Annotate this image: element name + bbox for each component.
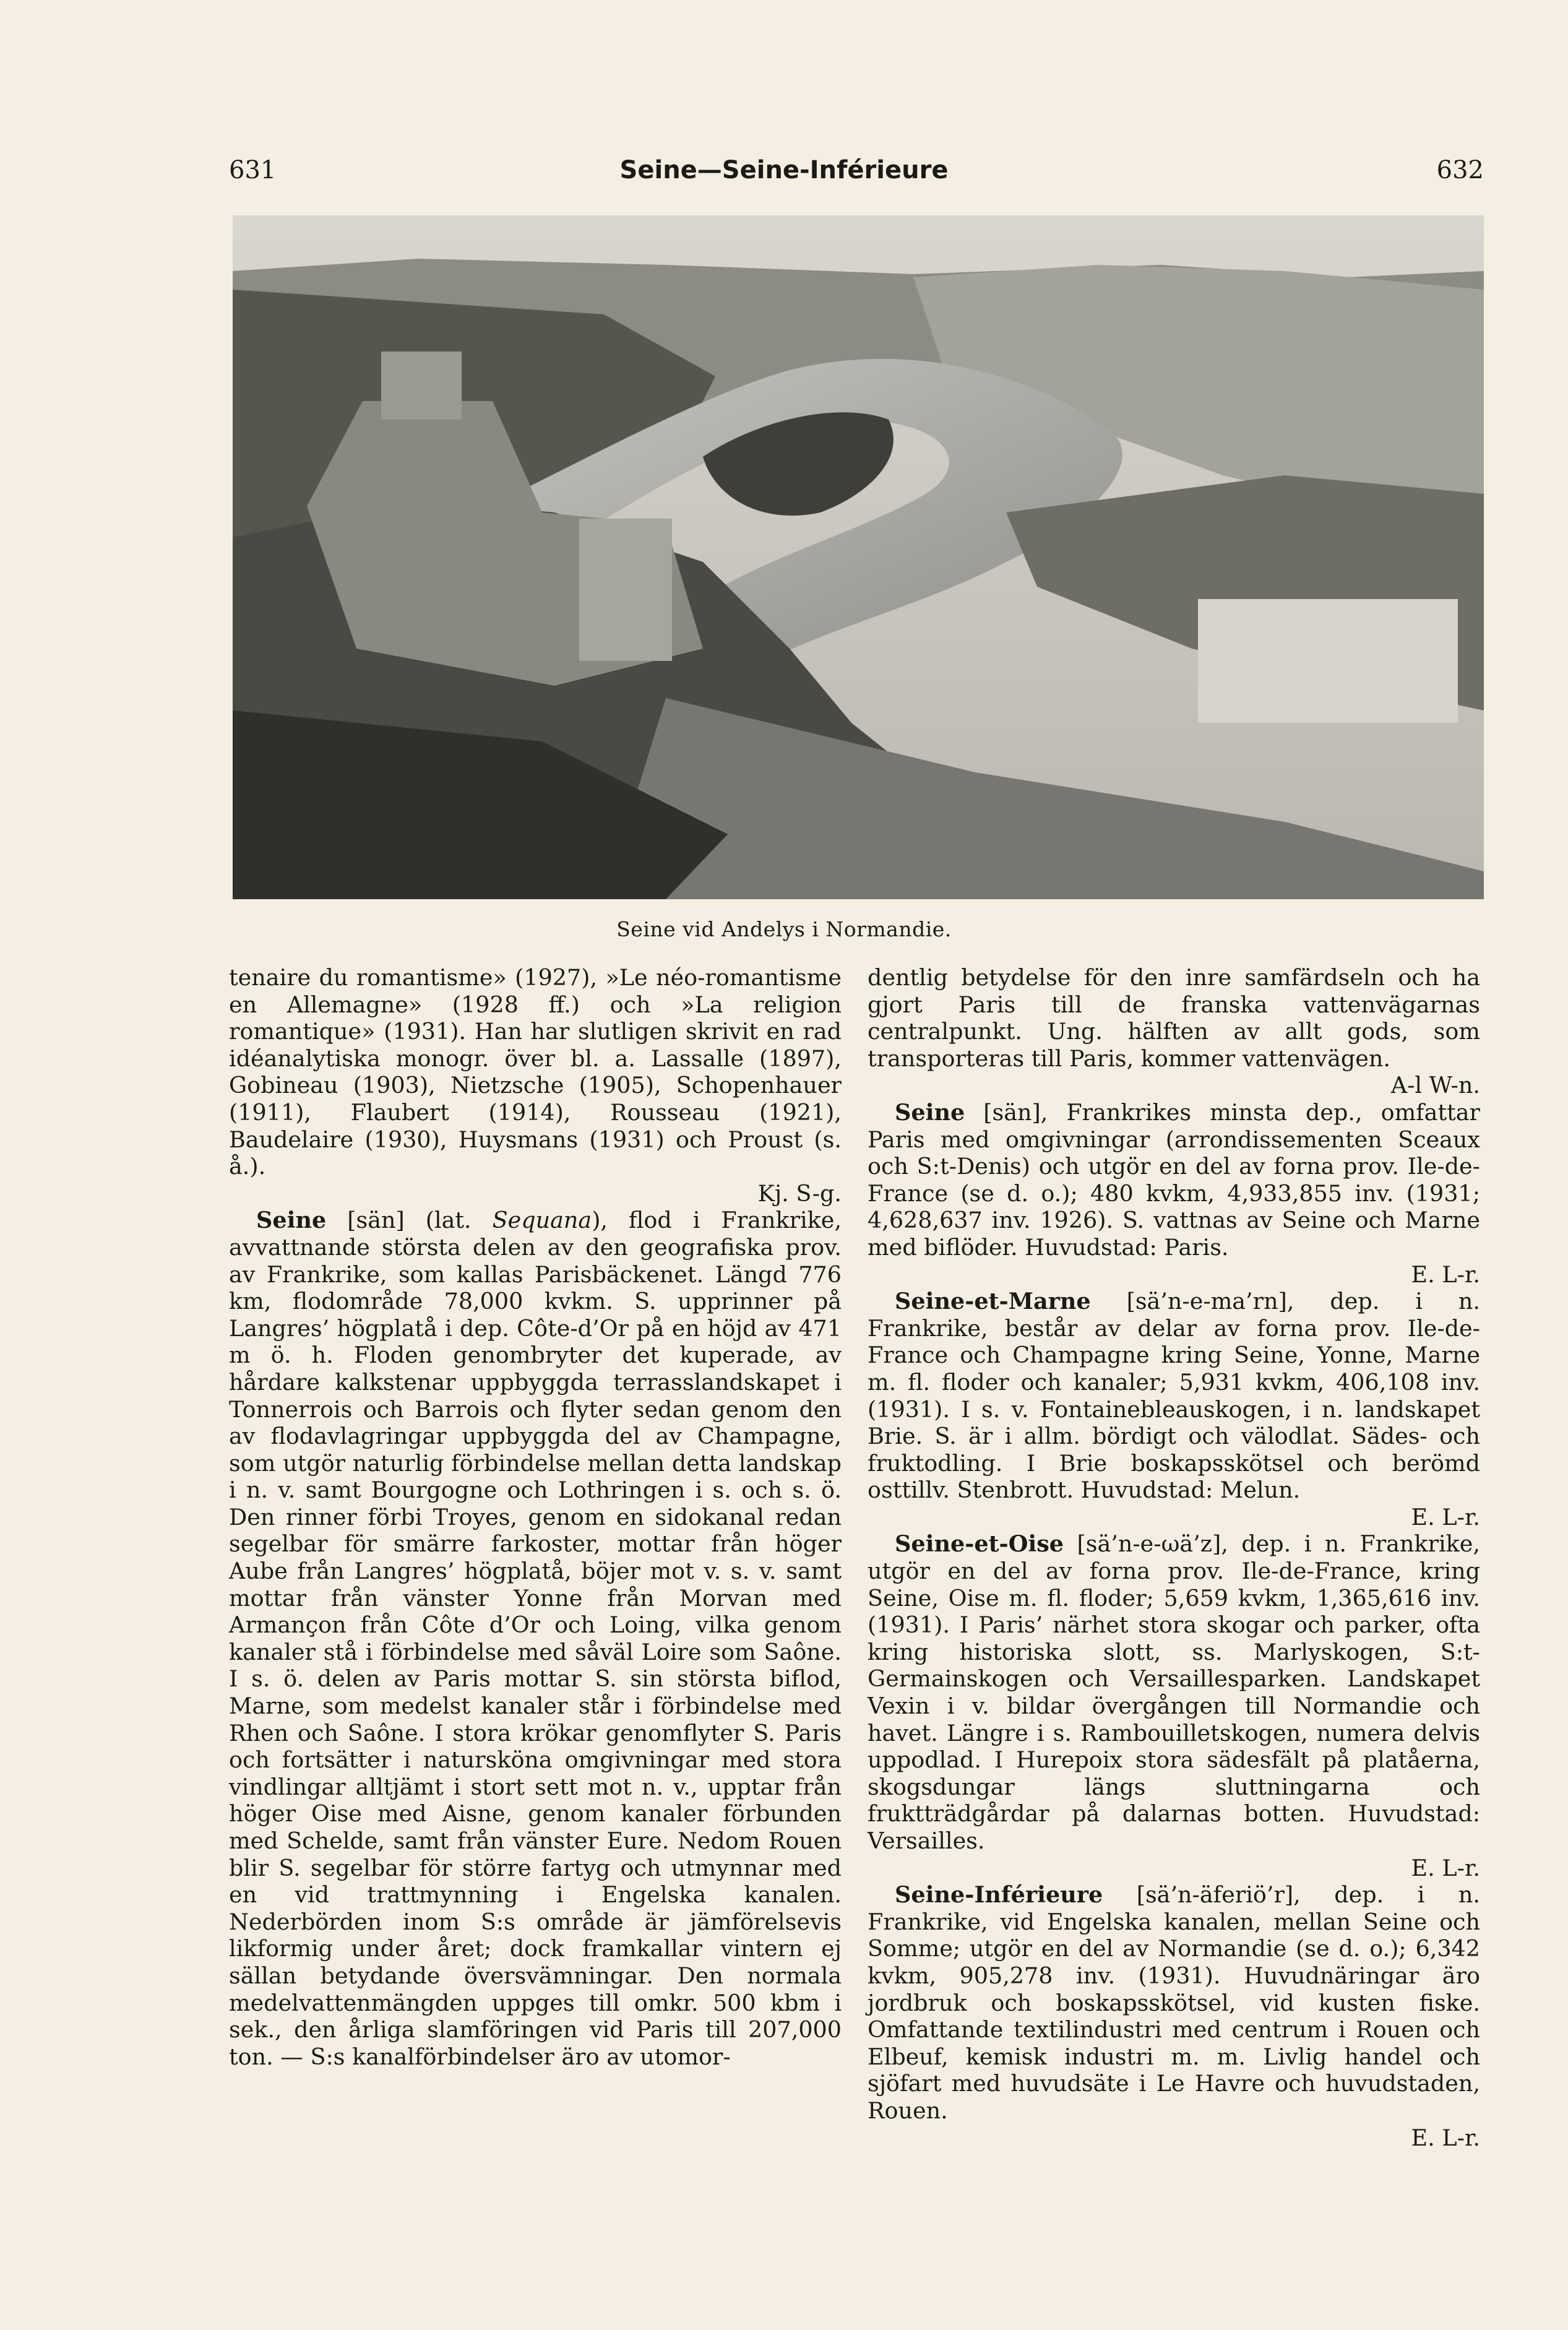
entry-seine-inferieure [868,1881,1480,2151]
entry-headword: Seine-et-Marne [895,1288,1091,1315]
paragraph-text: tenaire du romantisme» (1927), »Le néo-romantisme en Allemagne» (1928 ff.) och »La religion romantique» (1931). Han har slutligen skrivit en rad idéanalytiska monogr. över bl. a. Lassalle (1897), Gobineau (1903), Nietzsche (1905), Schopenhauer (1911), Flaubert (1914), Rousseau (1921), Baudelaire (1930), Huysmans (1931) och Proust (s. å.). [229,964,842,1180]
running-header: Seine—Seine-Inférieure [619,156,949,184]
entry-headword: Seine [256,1207,327,1234]
entry-headword: Seine [895,1098,965,1126]
entry-pronunciation: [sän] (lat. [326,1207,493,1234]
paragraph-text: dentlig betydelse för den inre samfärdseln och ha gjort Paris till de franska vattenvägarnas centralpunkt. Ung. hälften av allt gods, som transporteras till Paris, kommer vattenvägen. [868,964,1480,1072]
entry-text: ), flod i Frankrike, avvattnande största delen av den geografiska prov. av Frankrike, som kallas Parisbäckenet. Längd 776 km, flodområde 78,000 kvkm. S. upprinner på Langres’ högplatå i dep. Côte-d’Or på en höjd av 471 m ö. h. Floden genombryter det kuperade, av hårdare kalkstenar uppbyggda terrasslandskapet i Tonnerrois och Barrois och flyter sedan genom den av flodavlagringar uppbyggda del av Champagne, som utgör naturlig förbindelse mellan detta landskap i n. v. samt Bourgogne och Lothringen i s. och s. ö. Den rinner förbi Troyes, genom en sidokanal redan segelbar för smärre farkoster, mottar från höger Aube från Langres’ högplatå, böjer mot v. s. v. samt mottar från vänster Yonne från Morvan med Armançon från Côte d’Or och Loing, vilka genom kanaler stå i förbindelse med såväl Loire som Saône. I s. ö. delen av Paris mottar S. sin största biflod, Marne, som medelst kanaler står i förbindelse med Rhen och Saône. I stora krökar genomflyter S. Paris och fortsätter i natursköna omgivningar med stora vindlingar alltjämt i stort sett mot n. v., upptar från höger Oise med Aisne, genom kanaler förbunden med Schelde, samt från vänster Eure. Nedom Rouen blir S. segelbar för större fartyg och utmynnar med en vid trattmynning i Engelska kanalen. Nederbörden inom S:s område är jämförelsevis likformig under året; dock framkallar vintern ej sällan betydande översvämningar. Den normala medelvattenmängden uppges till omkr. 500 kbm i sek., den årliga slamföringen vid Paris till 207,000 ton. — S:s kanalförbindelser äro av utomor- [229,1207,842,2070]
entry-headword: Seine-Inférieure [895,1881,1103,1909]
entry-seine-river [229,1207,842,2070]
entry-seine-department [868,1099,1480,1288]
left-text-column [229,964,842,2070]
entry-text: [sä’n-e-ωä’z], dep. i n. Frankrike, utgör en del av forna prov. Ile-de-France, kring Seine, Oise m. fl. floder; 5,659 kvkm, 1,365,616 inv. (1931). I Paris’ närhet stora skogar och parker, ofta kring historiska slott, ss. Marlyskogen, S:t-Germainskogen och Versaillesparken. Landskapet Vexin i v. bildar övergången till Normandie och havet. Längre i s. Rambouilletskogen, numera delvis uppodlad. I Hurepoix stora sädesfält på platåerna, skogsdungar längs sluttningarna och fruktträdgårdar på dalarnas botten. Huvudstad: Versailles. [868,1530,1480,1854]
author-signature: Kj. S-g. [757,1180,842,1207]
photo-illustration [233,215,1484,899]
entry-text: [sä’n-äferiö’r], dep. i n. Frankrike, vid Engelska kanalen, mellan Seine och Somme; utgör en del av Normandie (se d. o.); 6,342 kvkm, 905,278 inv. (1931). Huvudnäringar äro jordbruk och boskapsskötsel, vid kusten fiske. Omfattande textilindustri med centrum i Rouen och Elbeuf, kemisk industri m. m. Livlig handel och sjöfart med huvudsäte i Le Havre och huvudstaden, Rouen. [868,1881,1480,2124]
author-signature: E. L-r. [1411,1503,1480,1530]
entry-text: [sän], Frankrikes minsta dep., omfattar Paris med omgivningar (arrondissementen Sceaux och S:t-Denis) och utgör en del av forna prov. Ile-de-France (se d. o.); 480 kvkm, 4,933,855 inv. (1931; 4,628,637 inv. 1926). S. vattnas av Seine och Marne med biflöder. Huvudstad: Paris. [868,1098,1480,1261]
author-signature: E. L-r. [1411,2124,1480,2151]
entry-seine-et-oise [868,1530,1480,1881]
page-number-right: 632 [1436,156,1484,184]
entry-text: [sä’n-e-ma’rn], dep. i n. Frankrike, består av delar av forna prov. Ile-de-France och Champagne kring Seine, Yonne, Marne m. fl. floder och kanaler; 5,931 kvkm, 406,108 inv. (1931). I s. v. Fontainebleauskogen, i n. landskapet Brie. S. är i allm. bördigt och välodlat. Sädes- och fruktodling. I Brie boskapsskötsel och berömd osttillv. Stenbrott. Huvudstad: Melun. [868,1288,1480,1504]
entry-headword: Seine-et-Oise [895,1530,1064,1558]
author-signature: E. L-r. [1411,1261,1480,1288]
landscape-photograph [233,215,1484,899]
right-text-column [868,964,1480,2151]
entry-seine-et-marne [868,1288,1480,1530]
author-signature: A-l W-n. [1390,1072,1480,1099]
entry-latin-name: Sequana [492,1207,592,1234]
photo-caption: Seine vid Andelys i Normandie. [616,917,952,941]
page-number-left: 631 [229,156,277,184]
paragraph-continuation [868,964,1480,1099]
author-signature: E. L-r. [1411,1854,1480,1881]
paragraph-continuation [229,964,842,1207]
